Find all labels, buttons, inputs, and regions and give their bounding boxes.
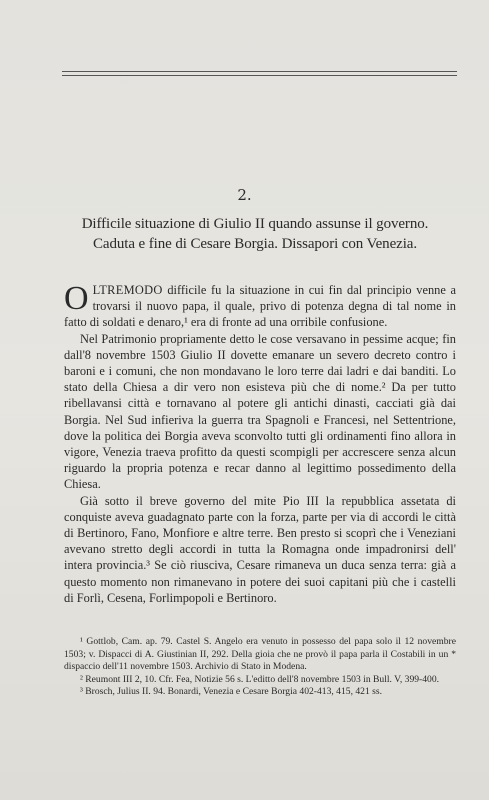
paragraph-1 xyxy=(64,282,456,331)
footnote-3: ³ Brosch, Julius II. 94. Bonardi, Venezia e Cesare Borgia 402-413, 415, 421 ss. xyxy=(80,686,383,697)
footnotes xyxy=(64,636,456,699)
paragraph-2: Nel Patrimonio propriamente detto le cose versavano in pessime acque; fin dall'8 novembre 1503 Giulio II dovette emanare un severo decreto contro i baroni e i comuni, che non mondavano le loro terre dai ladri e dai banditi. Lo stato della Chiesa a dir vero non esisteva più che di nome.² Da per tutto ribellavansi città e tornavano al potere gli antichi dinasti, cacciati già dai Borgia. Nel Sud infieriva la guerra tra Spagnoli e Francesi, nel Settentrione, dove la politica dei Borgia aveva sconvolto tutti gli ordinamenti fino allora in vigore, Venezia traeva profitto da questi scompigli per accrescere senza alcun riguardo la propria potenza e recar danno al legittimo possedimento della Chiesa. xyxy=(64,331,456,492)
footnote-1: ¹ Gottlob, Cam. ap. 79. Castel S. Angelo era venuto in possesso del papa solo il 12 novembre 1503; v. Dispacci di A. Giustinian II, 292. Della gioia che ne provò il papa parla il Costabili in un * dispaccio dell'11 novembre 1503. Archivio di Stato in Modena. xyxy=(64,636,456,672)
paragraph-3: Già sotto il breve governo del mite Pio III la repubblica assetata di conquiste aveva guadagnato parte con la forza, parte per via di accordi le città di Bertinoro, Fano, Monfiore e altre terre. Ben presto si scoprì che i Veneziani avevano stretto degli accordi in tutta la Romagna onde impadronirsi dell' intera provincia.³ Se ciò riusciva, Cesare rimaneva un duca senza terra: già a questo momento non rimanevano in potere dei suoi capitani più che i castelli di Forlì, Cesena, Forlimpopoli e Bertinoro. xyxy=(64,493,456,605)
paragraph-1-text: difficile fu la situazione in cui fin dal principio venne a trovarsi il nuovo papa, il quale, privo di potenza degna di tal nome in fatto di soldati e denaro,¹ era di fronte ad una orribile confusione. xyxy=(64,283,456,330)
chapter-number: 2. xyxy=(237,186,252,204)
footnote-2: ² Reumont III 2, 10. Cfr. Fea, Notizie 56 s. L'editto dell'8 novembre 1503 in Bull. V, 399-400. xyxy=(80,673,440,685)
chapter-title-line-1: Difficile situazione di Giulio II quando assunse il governo. xyxy=(81,216,429,232)
header-rule-top xyxy=(62,71,457,72)
header-rule-bottom xyxy=(62,75,457,76)
body-text xyxy=(64,282,456,606)
chapter-title-line-2: Caduta e fine di Cesare Borgia. Dissapori con Venezia. xyxy=(93,236,417,252)
paragraph-1-opening-word: LTREMODO xyxy=(92,283,163,297)
drop-cap: O xyxy=(64,280,89,317)
